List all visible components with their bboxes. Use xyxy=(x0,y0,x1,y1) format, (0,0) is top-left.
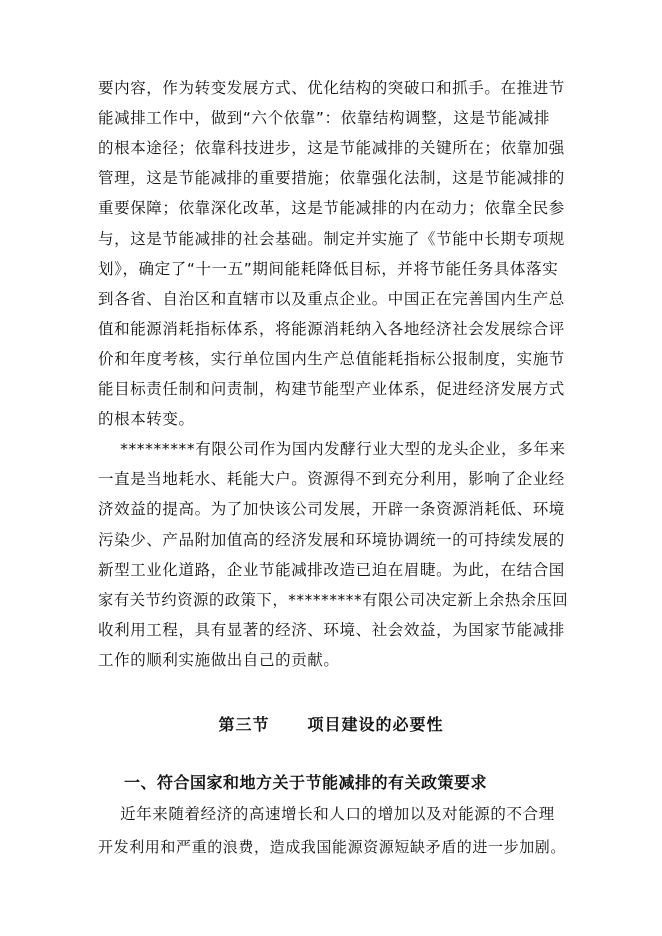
paragraph-1-line: 能减排工作中，做到“六个依靠”：依靠结构调整，这是节能减排 xyxy=(98,109,550,128)
section-title: 项目建设的必要性 xyxy=(307,715,444,734)
paragraph-2-line: 收利用工程，具有显著的经济、环境、社会效益，为国家节能减排 xyxy=(98,620,565,639)
paragraph-1-line: 价和年度考核，实行单位国内生产总值能耗指标公报制度，实施节 xyxy=(98,349,565,368)
paragraph-2-line: 工作的顺利实施做出自己的贡献。 xyxy=(98,651,340,669)
paragraph-2-line: 一直是当地耗水、耗能大户。资源得不到充分利用，影响了企业经 xyxy=(98,470,565,489)
paragraph-1-line: 与，这是节能减排的社会基础。制定并实施了《节能中长期专项规 xyxy=(98,229,565,248)
paragraph-2-line: 污染少、产品附加值高的经济发展和环境协调统一的可持续发展的 xyxy=(98,530,565,549)
section-heading xyxy=(0,712,662,735)
paragraph-1-line: 的根本转变。 xyxy=(98,410,195,429)
paragraph-1-line: 到各省、自治区和直辖市以及重点企业。中国正在完善国内生产总 xyxy=(98,289,565,308)
paragraph-3-line: 开发利用和严重的浪费，造成我国能源资源短缺矛盾的进一步加剧。 xyxy=(98,837,567,856)
section-number: 第三节 xyxy=(218,715,270,734)
paragraph-2-line: *********有限公司作为国内发酵行业大型的龙头企业，多年来 xyxy=(98,440,566,459)
paragraph-2-line: 家有关节约资源的政策下，*********有限公司决定新上余热余压回 xyxy=(98,590,569,609)
paragraph-1-line: 管理，这是节能减排的重要措施；依靠强化法制，这是节能减排的 xyxy=(98,169,565,188)
paragraph-1-line: 要内容，作为转变发展方式、优化结构的突破口和抓手。在推进节 xyxy=(98,79,565,97)
paragraph-1-line: 值和能源消耗指标体系，将能源消耗纳入各地经济社会发展综合评 xyxy=(98,319,565,338)
paragraph-3-line: 近年来随着经济的高速增长和人口的增加以及对能源的不合理 xyxy=(98,805,555,823)
paragraph-2-line: 新型工业化道路，企业节能减排改造已迫在眉睫。为此，在结合国 xyxy=(98,560,565,579)
paragraph-1-line: 重要保障；依靠深化改革，这是节能减排的内在动力；依靠全民参 xyxy=(98,199,565,218)
paragraph-1-line: 能目标责任制和问责制，构建节能型产业体系，促进经济发展方式 xyxy=(98,380,565,399)
paragraph-1-line: 的根本途径；依靠科技进步，这是节能减排的关键所在；依靠加强 xyxy=(98,139,565,158)
paragraph-2-line: 济效益的提高。为了加快该公司发展，开辟一条资源消耗低、环境 xyxy=(98,500,565,519)
paragraph-1-line: 划》，确定了“十一五”期间能耗降低目标，并将节能任务具体落实 xyxy=(98,259,559,278)
subsection-heading: 一、符合国家和地方关于节能减排的有关政策要求 xyxy=(124,773,488,792)
